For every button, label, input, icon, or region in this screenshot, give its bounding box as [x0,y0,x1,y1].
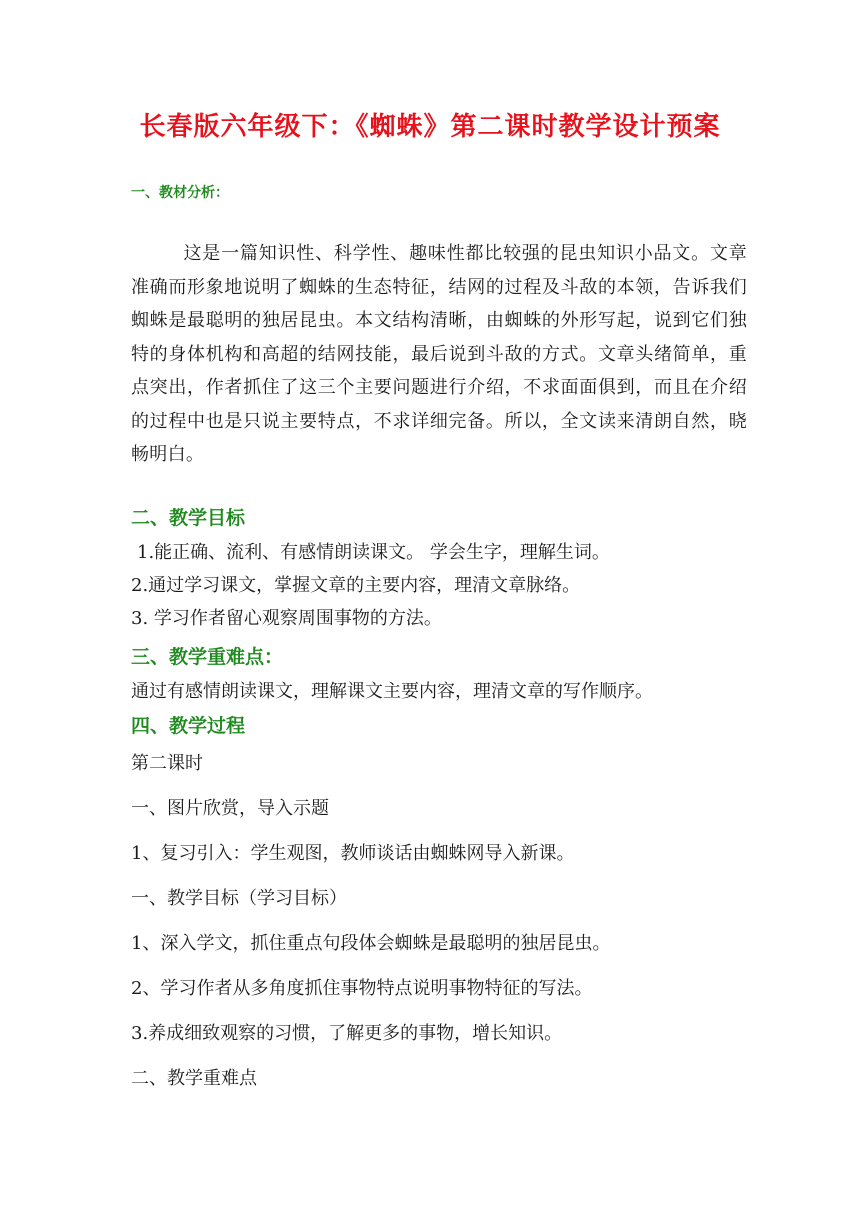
process-line-4: 一、教学目标（学习目标） [131,888,347,909]
analysis-paragraph [131,237,747,472]
process-line-7: 3.养成细致观察的习惯，了解更多的事物，增长知识。 [131,1023,563,1044]
key-points-text: 通过有感情朗读课文，理解课文主要内容，理清文章的写作顺序。 [131,681,653,702]
heading-process: 四、教学过程 [131,715,246,737]
document-title: 长春版六年级下：《蜘蛛》第二课时教学设计预案 [139,112,721,142]
goal-item-3: 3. 学习作者留心观察周围事物的方法。 [131,608,442,629]
goal-item-1: 1.能正确、流利、有感情朗读课文。 学会生字，理解生词。 [137,542,610,563]
process-line-1: 第二课时 [131,753,203,774]
process-line-3: 1、复习引入：学生观图，教师谈话由蜘蛛网导入新课。 [131,843,575,864]
process-line-2: 一、图片欣赏，导入示题 [131,798,329,819]
analysis-paragraph-text: 这是一篇知识性、科学性、趣味性都比较强的昆虫知识小品文。文章准确而形象地说明了蜘蛛的生态特征，结网的过程及斗敌的本领，告诉我们蜘蛛是最聪明的独居昆虫。本文结构清晰，由蜘蛛的外形写起，说到它们独特的身体机构和高超的结网技能，最后说到斗敌的方式。文章头绪简单，重点突出，作者抓住了这三个主要问题进行介绍，不求面面俱到，而且在介绍的过程中也是只说主要特点，不求详细完备。所以，全文读来清朗自然，晓畅明白。 [131,243,747,465]
goal-item-2: 2.通过学习课文，掌握文章的主要内容，理清文章脉络。 [131,575,581,596]
process-line-5: 1、深入学文，抓住重点句段体会蜘蛛是最聪明的独居昆虫。 [131,933,611,954]
process-line-8: 二、教学重难点 [131,1068,257,1089]
heading-goals: 二、教学目标 [131,507,246,529]
process-line-6: 2、学习作者从多角度抓住事物特点说明事物特征的写法。 [131,978,593,999]
heading-key-points: 三、教学重难点： [131,646,284,668]
heading-analysis: 一、教材分析： [131,185,229,201]
